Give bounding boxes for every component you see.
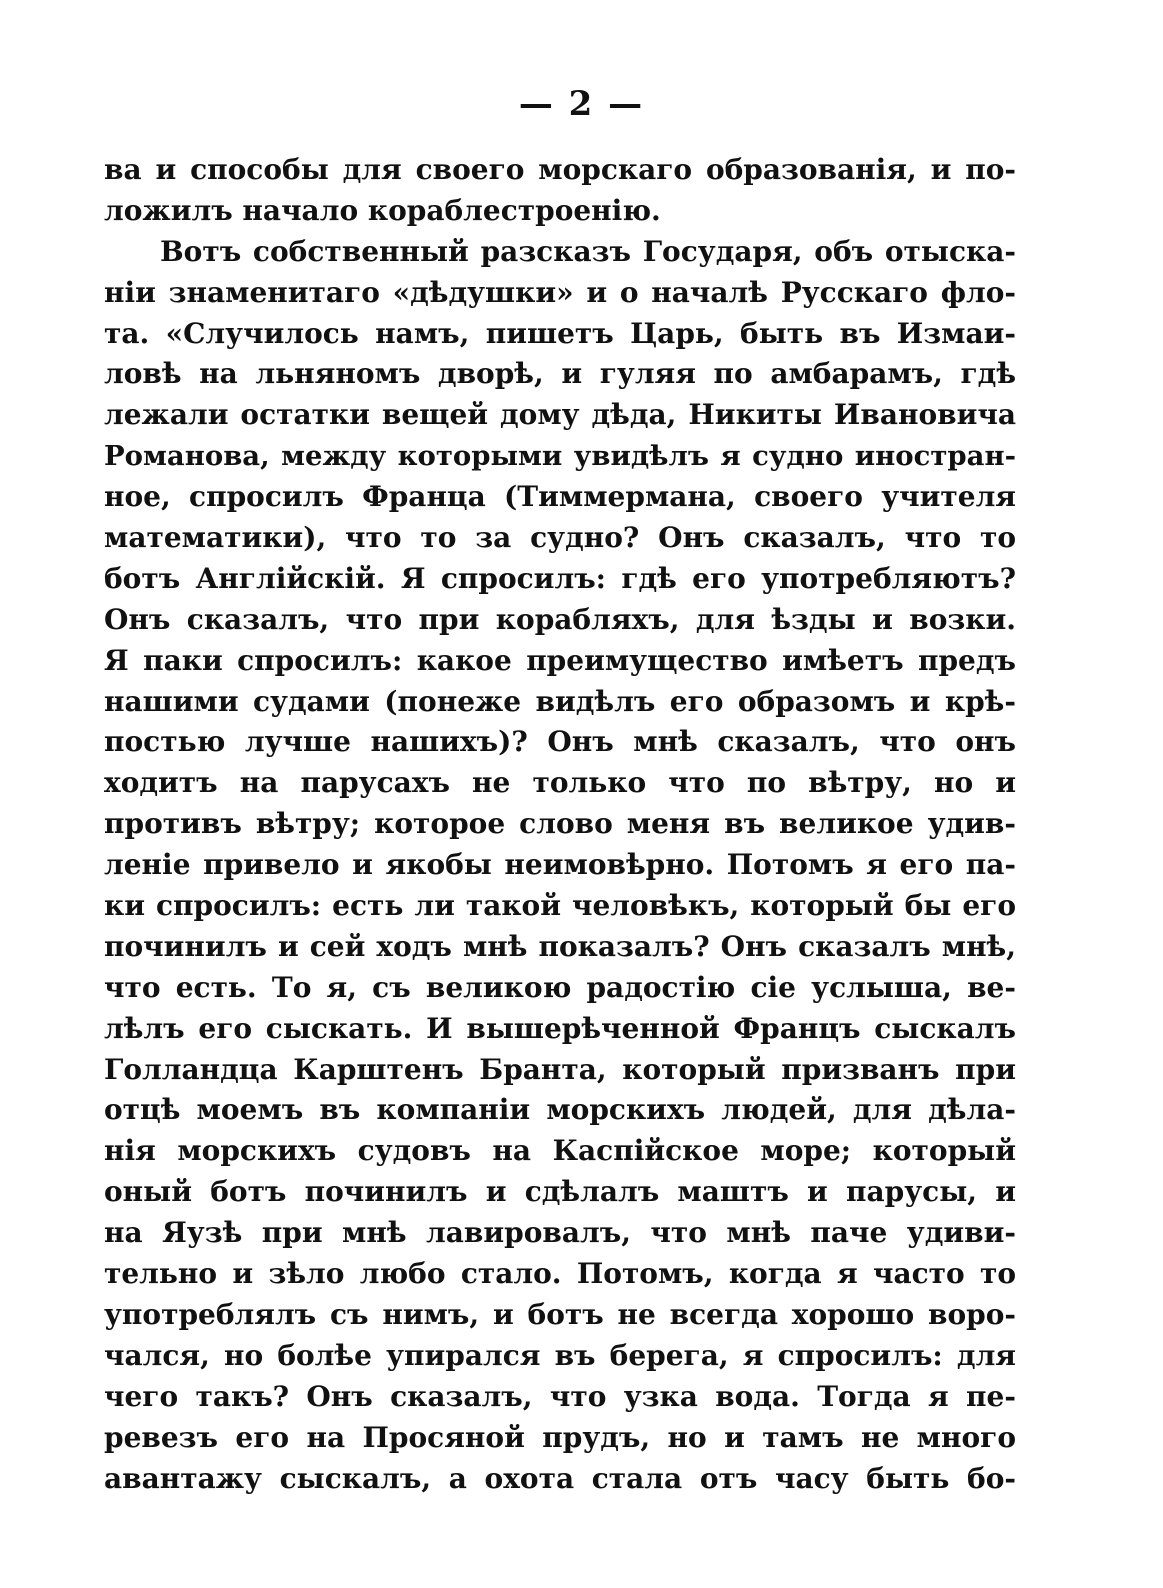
- text-line: ное, спросилъ Франца (Тиммермана, своего учителя: [104, 480, 1016, 514]
- text-line: что есть. То я, съ великою радостію сіе услыша, ве-: [104, 970, 1016, 1004]
- text-line: тельно и зѣло любо стало. Потомъ, когда я часто то: [104, 1257, 1016, 1291]
- text-line: авантажу сыскалъ, а охота стала отъ часу быть бо-: [104, 1461, 1016, 1495]
- text-line: чался, но болѣе упирался въ берега, я спросилъ: для: [104, 1338, 1016, 1372]
- body-text: [104, 150, 1016, 1499]
- text-line: нія морскихъ судовъ на Каспійское море; который: [104, 1134, 1016, 1168]
- text-line: ки спросилъ: есть ли такой человѣкъ, который бы его: [104, 889, 1016, 923]
- text-line: на Яузѣ при мнѣ лавировалъ, что мнѣ паче удиви-: [104, 1216, 1016, 1250]
- text-line: Онъ сказалъ, что при корабляхъ, для ѣзды и возки.: [104, 602, 1016, 636]
- text-line: отцѣ моемъ въ компаніи морскихъ людей, для дѣла-: [104, 1093, 1016, 1127]
- text-line: чего такъ? Онъ сказалъ, что узка вода. Тогда я пе-: [104, 1379, 1016, 1413]
- text-line: починилъ и сей ходъ мнѣ показалъ? Онъ сказалъ мнѣ,: [104, 929, 1016, 963]
- text-line: противъ вѣтру; которое слово меня въ великое удив-: [104, 807, 1016, 841]
- page-number: — 2 —: [518, 84, 645, 124]
- text-line: ніи знаменитаго «дѣдушки» и о началѣ Русскаго фло-: [104, 275, 1016, 309]
- text-line: Я паки спросилъ: какое преимущество имѣетъ предъ: [104, 643, 1016, 677]
- text-line: лежали остатки вещей дому дѣда, Никиты Ивановича: [104, 398, 1016, 432]
- text-line: Романова, между которыми увидѣлъ я судно иностран-: [104, 440, 1016, 473]
- text-line: та. «Случилось намъ, пишетъ Царь, быть въ Измаи-: [104, 316, 1016, 350]
- text-line: ботъ Англійскій. Я спросилъ: гдѣ его употребляютъ?: [104, 561, 1016, 595]
- text-line: постью лучше нашихъ)? Онъ мнѣ сказалъ, что онъ: [104, 725, 1016, 759]
- text-line: леніе привело и якобы неимовѣрно. Потомъ я его па-: [104, 848, 1016, 882]
- text-line: лѣлъ его сыскать. И вышерѣченной Францъ сыскалъ: [104, 1011, 1016, 1045]
- text-line: Вотъ собственный разсказъ Государя, объ отыска-: [160, 234, 1016, 268]
- text-line: ловѣ на льняномъ дворѣ, и гуляя по амбарамъ, гдѣ: [104, 357, 1016, 391]
- text-line: употреблялъ съ нимъ, и ботъ не всегда хорошо воро-: [104, 1297, 1016, 1331]
- text-line: Голландца Карштенъ Бранта, который призванъ при: [104, 1052, 1016, 1086]
- text-line: ревезъ его на Просяной прудъ, но и тамъ не много: [104, 1420, 1016, 1454]
- text-line: математики), что то за судно? Онъ сказалъ, что то: [104, 521, 1016, 555]
- text-line: ходитъ на парусахъ не только что по вѣтру, но и: [104, 766, 1016, 800]
- text-line: ложилъ начало кораблестроенію.: [104, 193, 661, 227]
- text-line: нашими судами (понеже видѣлъ его образомъ и крѣ-: [104, 684, 1016, 718]
- text-line: ва и способы для своего морскаго образованія, и по-: [104, 153, 1016, 186]
- text-line: оный ботъ починилъ и сдѣлалъ маштъ и парусы, и: [104, 1175, 1016, 1209]
